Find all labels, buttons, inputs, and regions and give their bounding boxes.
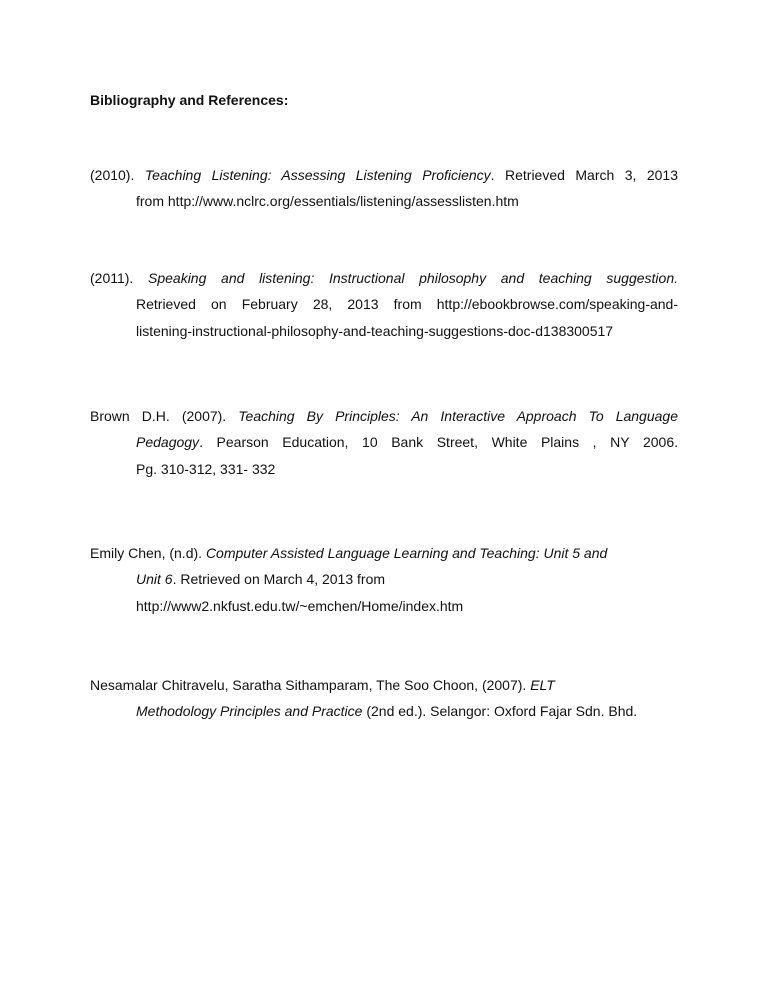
reference-text: . Pearson Education, 10 Bank Street, White Plains , NY 2006.	[199, 434, 678, 451]
reference-text: . Retrieved March 3, 2013	[490, 167, 678, 183]
reference-text: Retrieved on February 28, 2013 from http://ebookbrowse.com/speaking-and-	[136, 296, 678, 313]
reference-url: listening-instructional-philosophy-and-teaching-suggestions-doc-d138300517	[136, 322, 614, 339]
reference-line	[90, 318, 678, 344]
reference-entry	[90, 162, 678, 215]
reference-title: Teaching Listening: Assessing Listening Proficiency	[144, 167, 491, 183]
reference-text: Brown D.H. (2007).	[90, 408, 239, 424]
reference-title: Speaking and listening: Instructional philosophy and teaching suggestion.	[148, 270, 678, 286]
reference-text: Nesamalar Chitravelu, Saratha Sithamparam, The Soo Choon, (2007).	[90, 677, 531, 693]
reference-text: (2011).	[90, 270, 148, 286]
reference-line	[90, 698, 678, 724]
reference-entry	[90, 403, 678, 482]
reference-line	[90, 456, 678, 482]
reference-line	[90, 291, 678, 317]
reference-text: (2nd ed.). Selangor: Oxford Fajar Sdn. Bhd.	[362, 703, 638, 720]
reference-title: Teaching By Principles: An Interactive Approach To Language	[238, 408, 678, 424]
reference-line	[90, 403, 678, 429]
reference-entry	[90, 672, 678, 725]
reference-text: Emily Chen, (n.d).	[90, 545, 206, 561]
reference-text: . Retrieved on March 4, 2013 from	[172, 571, 386, 588]
page-title: Bibliography and References:	[90, 92, 289, 108]
reference-title: Methodology Principles and Practice	[136, 703, 363, 720]
reference-line	[90, 188, 678, 214]
reference-title: Computer Assisted Language Learning and Teaching: Unit 5 and	[205, 545, 608, 561]
reference-title: Unit 6	[136, 571, 173, 588]
reference-text: Pg. 310-312, 331- 332	[136, 460, 276, 477]
reference-text: (2010).	[90, 167, 145, 183]
reference-line	[90, 162, 678, 188]
reference-entry	[90, 265, 678, 344]
reference-line	[90, 540, 678, 566]
reference-line	[90, 429, 678, 455]
reference-line	[90, 593, 678, 619]
reference-url: http://www2.nkfust.edu.tw/~emchen/Home/index.htm	[136, 597, 464, 614]
reference-url: from http://www.nclrc.org/essentials/listening/assesslisten.htm	[136, 193, 519, 210]
reference-line	[90, 566, 678, 592]
reference-line	[90, 265, 678, 291]
reference-entry	[90, 540, 678, 619]
reference-line	[90, 672, 678, 698]
reference-title: ELT	[530, 677, 555, 693]
reference-title: Pedagogy	[136, 434, 200, 451]
